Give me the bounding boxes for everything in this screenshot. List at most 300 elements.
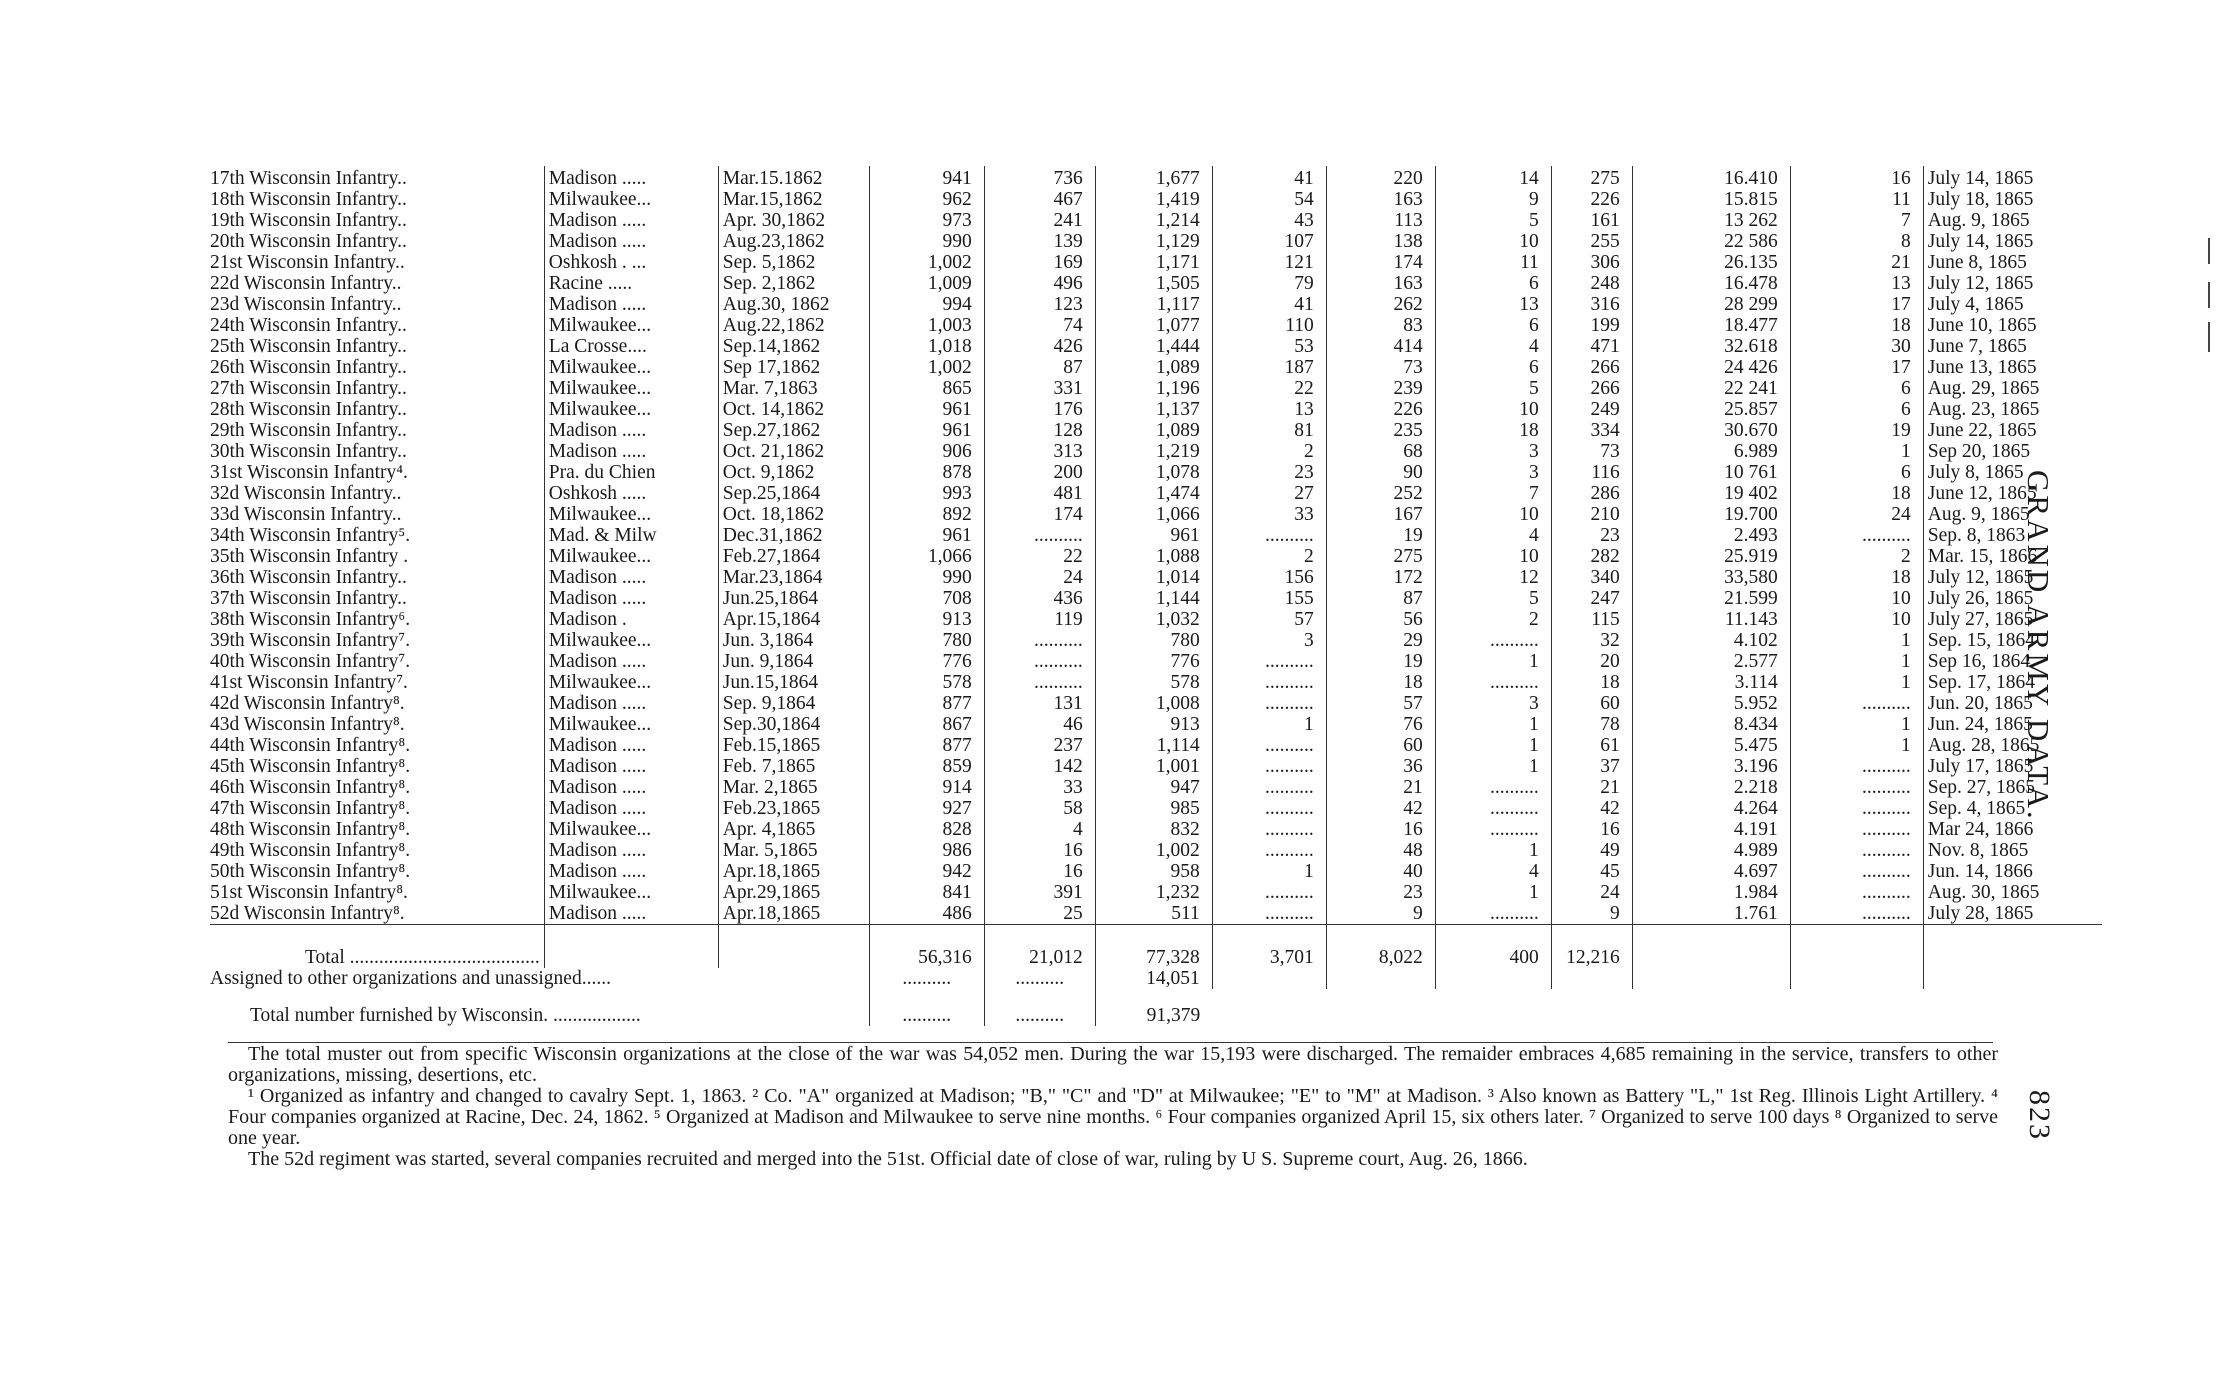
muster-out-date: July 8, 1865 — [1923, 462, 2102, 483]
table-row — [210, 315, 2102, 336]
page-number: 823 — [2023, 1090, 2056, 1141]
killed-in-action: 41 — [1212, 294, 1326, 315]
recruits: .......... — [984, 630, 1095, 651]
total-deaths: 255 — [1551, 231, 1632, 252]
killed-in-action: 155 — [1212, 588, 1326, 609]
regiment-name: 26th Wisconsin Infantry.. — [210, 357, 407, 378]
officers-lost: 1 — [1790, 714, 1923, 735]
killed-in-action: 1 — [1212, 714, 1326, 735]
total-deaths: 306 — [1551, 252, 1632, 273]
table-row — [210, 546, 2102, 567]
place-organized: Madison ..... — [544, 651, 718, 672]
officers-lost: 8 — [1790, 231, 1923, 252]
date-organized: Mar. 2,1865 — [718, 777, 869, 798]
table-row — [210, 189, 2102, 210]
officers-lost: 21 — [1790, 252, 1923, 273]
total-deaths: 20 — [1551, 651, 1632, 672]
died-of-disease: 174 — [1326, 252, 1435, 273]
assigned-original-strength: .......... — [869, 968, 984, 989]
place-organized: Madison ..... — [544, 693, 718, 714]
table-row — [210, 483, 2102, 504]
original-strength: 927 — [869, 798, 984, 819]
regiment-name: 44th Wisconsin Infantry⁸. — [210, 735, 411, 756]
table-row — [210, 525, 2102, 546]
killed-in-action: 156 — [1212, 567, 1326, 588]
muster-out-date: Jun. 14, 1866 — [1923, 861, 2102, 882]
date-organized: Apr.29,1865 — [718, 882, 869, 903]
muster-out-date: Mar. 15, 1866 — [1923, 546, 2102, 567]
place-organized: Mad. & Milw — [544, 525, 718, 546]
regiment-name: 28th Wisconsin Infantry.. — [210, 399, 407, 420]
regiment-name: 48th Wisconsin Infantry⁸. — [210, 819, 411, 840]
regiment-name: 23d Wisconsin Infantry.. — [210, 294, 402, 315]
recruits: 736 — [984, 166, 1095, 189]
muster-out-date: Sep. 4, 1865 — [1923, 798, 2102, 819]
aggregate: 780 — [1095, 630, 1212, 651]
officers-lost: 30 — [1790, 336, 1923, 357]
date-organized: Apr. 30,1862 — [718, 210, 869, 231]
officers-lost: 11 — [1790, 189, 1923, 210]
total-aggregate: 77,328 — [1095, 925, 1212, 969]
regiment-name: 36th Wisconsin Infantry.. — [210, 567, 407, 588]
place-organized: Madison ..... — [544, 567, 718, 588]
total-prison: 400 — [1435, 925, 1551, 969]
killed-in-action: .......... — [1212, 651, 1326, 672]
original-strength: 776 — [869, 651, 984, 672]
died-of-disease: 16 — [1326, 819, 1435, 840]
furnished-aggregate: 91,379 — [1095, 989, 1212, 1026]
percent-loss: 4.697 — [1632, 861, 1790, 882]
regiment-name: 32d Wisconsin Infantry.. — [210, 483, 402, 504]
regiment-name: 34th Wisconsin Infantry⁵. — [210, 525, 411, 546]
aggregate: 1,089 — [1095, 357, 1212, 378]
total-deaths: 37 — [1551, 756, 1632, 777]
officers-lost: 6 — [1790, 378, 1923, 399]
percent-loss: 10 761 — [1632, 462, 1790, 483]
total-deaths: 61 — [1551, 735, 1632, 756]
recruits: 313 — [984, 441, 1095, 462]
killed-in-action: .......... — [1212, 819, 1326, 840]
killed-in-action: .......... — [1212, 735, 1326, 756]
percent-loss: 33,580 — [1632, 567, 1790, 588]
table-row — [210, 630, 2102, 651]
killed-in-action: .......... — [1212, 756, 1326, 777]
total-deaths: 78 — [1551, 714, 1632, 735]
officers-lost: 18 — [1790, 567, 1923, 588]
officers-lost: 17 — [1790, 294, 1923, 315]
regiment-name: 35th Wisconsin Infantry . — [210, 546, 409, 567]
aggregate: 985 — [1095, 798, 1212, 819]
percent-loss: 4.102 — [1632, 630, 1790, 651]
regiment-name: 20th Wisconsin Infantry.. — [210, 231, 407, 252]
furnished-original-strength: .......... — [869, 989, 984, 1026]
recruits: 16 — [984, 840, 1095, 861]
date-organized: Aug.22,1862 — [718, 315, 869, 336]
regiment-name: 38th Wisconsin Infantry⁶. — [210, 609, 411, 630]
died-of-disease: 90 — [1326, 462, 1435, 483]
died-of-disease: 68 — [1326, 441, 1435, 462]
died-in-prison: 1 — [1435, 651, 1551, 672]
total-original-strength: 56,316 — [869, 925, 984, 969]
table-row — [210, 504, 2102, 525]
furnished-recruits: .......... — [984, 989, 1095, 1026]
died-of-disease: 220 — [1326, 166, 1435, 189]
recruits: 46 — [984, 714, 1095, 735]
table-row — [210, 777, 2102, 798]
place-organized: Milwaukee... — [544, 672, 718, 693]
total-label: Total ....................................... — [210, 925, 544, 969]
aggregate: 1,117 — [1095, 294, 1212, 315]
aggregate: 1,088 — [1095, 546, 1212, 567]
aggregate: 1,474 — [1095, 483, 1212, 504]
place-organized: Pra. du Chien — [544, 462, 718, 483]
died-in-prison: 5 — [1435, 378, 1551, 399]
original-strength: 878 — [869, 462, 984, 483]
regiment-name: 51st Wisconsin Infantry⁸. — [210, 882, 408, 903]
aggregate: 1,144 — [1095, 588, 1212, 609]
died-in-prison: 5 — [1435, 210, 1551, 231]
place-organized: La Crosse.... — [544, 336, 718, 357]
original-strength: 906 — [869, 441, 984, 462]
percent-loss: 4.191 — [1632, 819, 1790, 840]
regiment-name: 18th Wisconsin Infantry.. — [210, 189, 407, 210]
died-of-disease: 167 — [1326, 504, 1435, 525]
percent-loss: 26.135 — [1632, 252, 1790, 273]
place-organized: Milwaukee... — [544, 714, 718, 735]
original-strength: 877 — [869, 693, 984, 714]
killed-in-action: 3 — [1212, 630, 1326, 651]
date-organized: Jun. 3,1864 — [718, 630, 869, 651]
table-row — [210, 609, 2102, 630]
died-of-disease: 252 — [1326, 483, 1435, 504]
recruits: 128 — [984, 420, 1095, 441]
recruits: 22 — [984, 546, 1095, 567]
died-of-disease: 414 — [1326, 336, 1435, 357]
died-in-prison: 3 — [1435, 462, 1551, 483]
place-organized: Madison ..... — [544, 861, 718, 882]
original-strength: 828 — [869, 819, 984, 840]
table-row — [210, 819, 2102, 840]
recruits: 426 — [984, 336, 1095, 357]
place-organized: Madison ..... — [544, 798, 718, 819]
killed-in-action: .......... — [1212, 777, 1326, 798]
officers-lost: 18 — [1790, 483, 1923, 504]
date-organized: Dec.31,1862 — [718, 525, 869, 546]
total-deaths: 340 — [1551, 567, 1632, 588]
total-deaths: 9 — [1551, 903, 1632, 925]
table-row — [210, 378, 2102, 399]
total-deaths: 210 — [1551, 504, 1632, 525]
place-organized: Milwaukee... — [544, 189, 718, 210]
place-organized: Madison ..... — [544, 166, 718, 189]
killed-in-action: 2 — [1212, 546, 1326, 567]
percent-loss: 19 402 — [1632, 483, 1790, 504]
officers-lost: 6 — [1790, 399, 1923, 420]
regiment-name: 42d Wisconsin Infantry⁸. — [210, 693, 405, 714]
original-strength: 913 — [869, 609, 984, 630]
original-strength: 859 — [869, 756, 984, 777]
date-organized: Jun. 9,1864 — [718, 651, 869, 672]
muster-out-date: June 10, 1865 — [1923, 315, 2102, 336]
aggregate: 1,196 — [1095, 378, 1212, 399]
place-organized: Racine ..... — [544, 273, 718, 294]
percent-loss: 32.618 — [1632, 336, 1790, 357]
officers-lost: 1 — [1790, 672, 1923, 693]
died-of-disease: 48 — [1326, 840, 1435, 861]
died-of-disease: 42 — [1326, 798, 1435, 819]
table-row — [210, 166, 2102, 189]
original-strength: 1,066 — [869, 546, 984, 567]
recruits: 481 — [984, 483, 1095, 504]
date-organized: Feb.15,1865 — [718, 735, 869, 756]
total-recruits: 21,012 — [984, 925, 1095, 969]
died-of-disease: 113 — [1326, 210, 1435, 231]
aggregate: 1,214 — [1095, 210, 1212, 231]
died-in-prison: .......... — [1435, 819, 1551, 840]
date-organized: Aug.23,1862 — [718, 231, 869, 252]
total-deaths: 115 — [1551, 609, 1632, 630]
regiment-name: 17th Wisconsin Infantry.. — [210, 168, 407, 189]
died-of-disease: 29 — [1326, 630, 1435, 651]
total-deaths: 60 — [1551, 693, 1632, 714]
place-organized: Milwaukee... — [544, 504, 718, 525]
aggregate: 1,137 — [1095, 399, 1212, 420]
officers-lost: 13 — [1790, 273, 1923, 294]
regiment-name: 19th Wisconsin Infantry.. — [210, 210, 407, 231]
officers-lost: .......... — [1790, 861, 1923, 882]
died-of-disease: 239 — [1326, 378, 1435, 399]
total-deaths: 249 — [1551, 399, 1632, 420]
furnished-row — [210, 989, 2102, 1026]
place-organized: Milwaukee... — [544, 378, 718, 399]
died-in-prison: 2 — [1435, 609, 1551, 630]
officers-lost: .......... — [1790, 882, 1923, 903]
date-organized: Feb. 7,1865 — [718, 756, 869, 777]
died-in-prison: 1 — [1435, 840, 1551, 861]
regiment-name: 30th Wisconsin Infantry.. — [210, 441, 407, 462]
aggregate: 1,077 — [1095, 315, 1212, 336]
aggregate: 1,444 — [1095, 336, 1212, 357]
date-organized: Mar.15.1862 — [718, 166, 869, 189]
muster-out-date: Aug. 9, 1865 — [1923, 504, 2102, 525]
original-strength: 708 — [869, 588, 984, 609]
percent-loss: 11.143 — [1632, 609, 1790, 630]
recruits: 237 — [984, 735, 1095, 756]
original-strength: 961 — [869, 420, 984, 441]
recruits: 142 — [984, 756, 1095, 777]
percent-loss: 2.218 — [1632, 777, 1790, 798]
total-deaths: 23 — [1551, 525, 1632, 546]
recruits: 58 — [984, 798, 1095, 819]
place-organized: Milwaukee... — [544, 819, 718, 840]
place-organized: Madison ..... — [544, 735, 718, 756]
aggregate: 1,232 — [1095, 882, 1212, 903]
total-deaths: 275 — [1551, 166, 1632, 189]
assigned-row — [210, 968, 2102, 989]
total-deaths: 18 — [1551, 672, 1632, 693]
regiment-name: 43d Wisconsin Infantry⁸. — [210, 714, 405, 735]
original-strength: 865 — [869, 378, 984, 399]
date-organized: Jun.15,1864 — [718, 672, 869, 693]
died-of-disease: 73 — [1326, 357, 1435, 378]
muster-out-date: July 14, 1865 — [1923, 231, 2102, 252]
died-in-prison: 1 — [1435, 756, 1551, 777]
officers-lost: .......... — [1790, 756, 1923, 777]
table-row — [210, 903, 2102, 925]
assigned-aggregate: 14,051 — [1095, 968, 1212, 989]
regiment-name: 50th Wisconsin Infantry⁸. — [210, 861, 411, 882]
recruits: 169 — [984, 252, 1095, 273]
total-deaths: 334 — [1551, 420, 1632, 441]
muster-out-date: June 8, 1865 — [1923, 252, 2102, 273]
killed-in-action: 41 — [1212, 166, 1326, 189]
died-of-disease: 57 — [1326, 693, 1435, 714]
officers-lost: .......... — [1790, 819, 1923, 840]
table-row — [210, 861, 2102, 882]
killed-in-action: 23 — [1212, 462, 1326, 483]
total-deaths: 73 — [1551, 441, 1632, 462]
table-row — [210, 210, 2102, 231]
died-in-prison: .......... — [1435, 672, 1551, 693]
date-organized: Mar. 5,1865 — [718, 840, 869, 861]
regiment-name: 41st Wisconsin Infantry⁷. — [210, 672, 408, 693]
killed-in-action: .......... — [1212, 840, 1326, 861]
table-row — [210, 273, 2102, 294]
date-organized: Apr.15,1864 — [718, 609, 869, 630]
recruits: 467 — [984, 189, 1095, 210]
muster-out-date: July 14, 1865 — [1923, 166, 2102, 189]
muster-out-date: Aug. 29, 1865 — [1923, 378, 2102, 399]
regiment-name: 25th Wisconsin Infantry.. — [210, 336, 407, 357]
table-row — [210, 651, 2102, 672]
date-organized: Oct. 18,1862 — [718, 504, 869, 525]
recruits: 123 — [984, 294, 1095, 315]
place-organized: Madison ..... — [544, 441, 718, 462]
killed-in-action: .......... — [1212, 525, 1326, 546]
date-organized: Sep. 9,1864 — [718, 693, 869, 714]
regiment-name: 33d Wisconsin Infantry.. — [210, 504, 402, 525]
recruits: 174 — [984, 504, 1095, 525]
regiment-name: 21st Wisconsin Infantry.. — [210, 252, 405, 273]
regiment-name: 31st Wisconsin Infantry⁴. — [210, 462, 408, 483]
original-strength: 941 — [869, 166, 984, 189]
muster-out-date: July 26, 1865 — [1923, 588, 2102, 609]
died-in-prison: 10 — [1435, 546, 1551, 567]
died-of-disease: 83 — [1326, 315, 1435, 336]
date-organized: Oct. 21,1862 — [718, 441, 869, 462]
regiment-name: 46th Wisconsin Infantry⁸. — [210, 777, 411, 798]
percent-loss: 3.114 — [1632, 672, 1790, 693]
recruits: 139 — [984, 231, 1095, 252]
table-row — [210, 252, 2102, 273]
killed-in-action: 27 — [1212, 483, 1326, 504]
aggregate: 1,066 — [1095, 504, 1212, 525]
total-deaths: 161 — [1551, 210, 1632, 231]
muster-out-date: July 18, 1865 — [1923, 189, 2102, 210]
muster-out-date: July 28, 1865 — [1923, 903, 2102, 925]
total-deaths: 471 — [1551, 336, 1632, 357]
place-organized: Milwaukee... — [544, 399, 718, 420]
percent-loss: 2.493 — [1632, 525, 1790, 546]
muster-out-date: June 7, 1865 — [1923, 336, 2102, 357]
muster-out-date: Mar 24, 1866 — [1923, 819, 2102, 840]
recruits: 200 — [984, 462, 1095, 483]
died-in-prison: 3 — [1435, 693, 1551, 714]
place-organized: Oshkosh . ... — [544, 252, 718, 273]
running-header: GRAND ARMY DATA. — [2021, 470, 2056, 822]
place-organized: Madison ..... — [544, 420, 718, 441]
original-strength: 1,018 — [869, 336, 984, 357]
recruits: .......... — [984, 651, 1095, 672]
recruits: 391 — [984, 882, 1095, 903]
percent-loss: 1.761 — [1632, 903, 1790, 925]
original-strength: 986 — [869, 840, 984, 861]
original-strength: 1,002 — [869, 252, 984, 273]
died-of-disease: 275 — [1326, 546, 1435, 567]
died-of-disease: 18 — [1326, 672, 1435, 693]
date-organized: Sep. 5,1862 — [718, 252, 869, 273]
percent-loss: 18.477 — [1632, 315, 1790, 336]
died-in-prison: 9 — [1435, 189, 1551, 210]
died-in-prison: 7 — [1435, 483, 1551, 504]
died-in-prison: 10 — [1435, 231, 1551, 252]
died-of-disease: 87 — [1326, 588, 1435, 609]
original-strength: 973 — [869, 210, 984, 231]
killed-in-action: 43 — [1212, 210, 1326, 231]
died-in-prison: 4 — [1435, 525, 1551, 546]
total-deaths: 226 — [1551, 189, 1632, 210]
aggregate: 1,171 — [1095, 252, 1212, 273]
percent-loss: 3.196 — [1632, 756, 1790, 777]
table-row — [210, 399, 2102, 420]
killed-in-action: 22 — [1212, 378, 1326, 399]
place-organized: Madison ..... — [544, 903, 718, 925]
died-of-disease: 138 — [1326, 231, 1435, 252]
regiment-table — [210, 166, 2102, 1026]
regiment-name: 29th Wisconsin Infantry.. — [210, 420, 407, 441]
place-organized: Madison ..... — [544, 777, 718, 798]
muster-out-date: Jun. 20, 1865 — [1923, 693, 2102, 714]
table-row — [210, 231, 2102, 252]
original-strength: 578 — [869, 672, 984, 693]
original-strength: 780 — [869, 630, 984, 651]
place-organized: Oshkosh ..... — [544, 483, 718, 504]
muster-out-date: Sep 16, 1864 — [1923, 651, 2102, 672]
date-organized: Sep.25,1864 — [718, 483, 869, 504]
officers-lost: .......... — [1790, 525, 1923, 546]
table-row — [210, 420, 2102, 441]
died-in-prison: 1 — [1435, 882, 1551, 903]
officers-lost: 1 — [1790, 630, 1923, 651]
officers-lost: 10 — [1790, 588, 1923, 609]
killed-in-action: .......... — [1212, 882, 1326, 903]
aggregate: 1,419 — [1095, 189, 1212, 210]
original-strength: 962 — [869, 189, 984, 210]
date-organized: Sep.27,1862 — [718, 420, 869, 441]
total-deaths: 316 — [1551, 294, 1632, 315]
aggregate: 1,505 — [1095, 273, 1212, 294]
percent-loss: 22 586 — [1632, 231, 1790, 252]
died-in-prison: 13 — [1435, 294, 1551, 315]
killed-in-action: .......... — [1212, 693, 1326, 714]
table-row — [210, 294, 2102, 315]
total-deaths: 266 — [1551, 378, 1632, 399]
place-organized: Madison . — [544, 609, 718, 630]
total-deaths: 12,216 — [1551, 925, 1632, 969]
percent-loss: 5.952 — [1632, 693, 1790, 714]
killed-in-action: 110 — [1212, 315, 1326, 336]
percent-loss: 28 299 — [1632, 294, 1790, 315]
